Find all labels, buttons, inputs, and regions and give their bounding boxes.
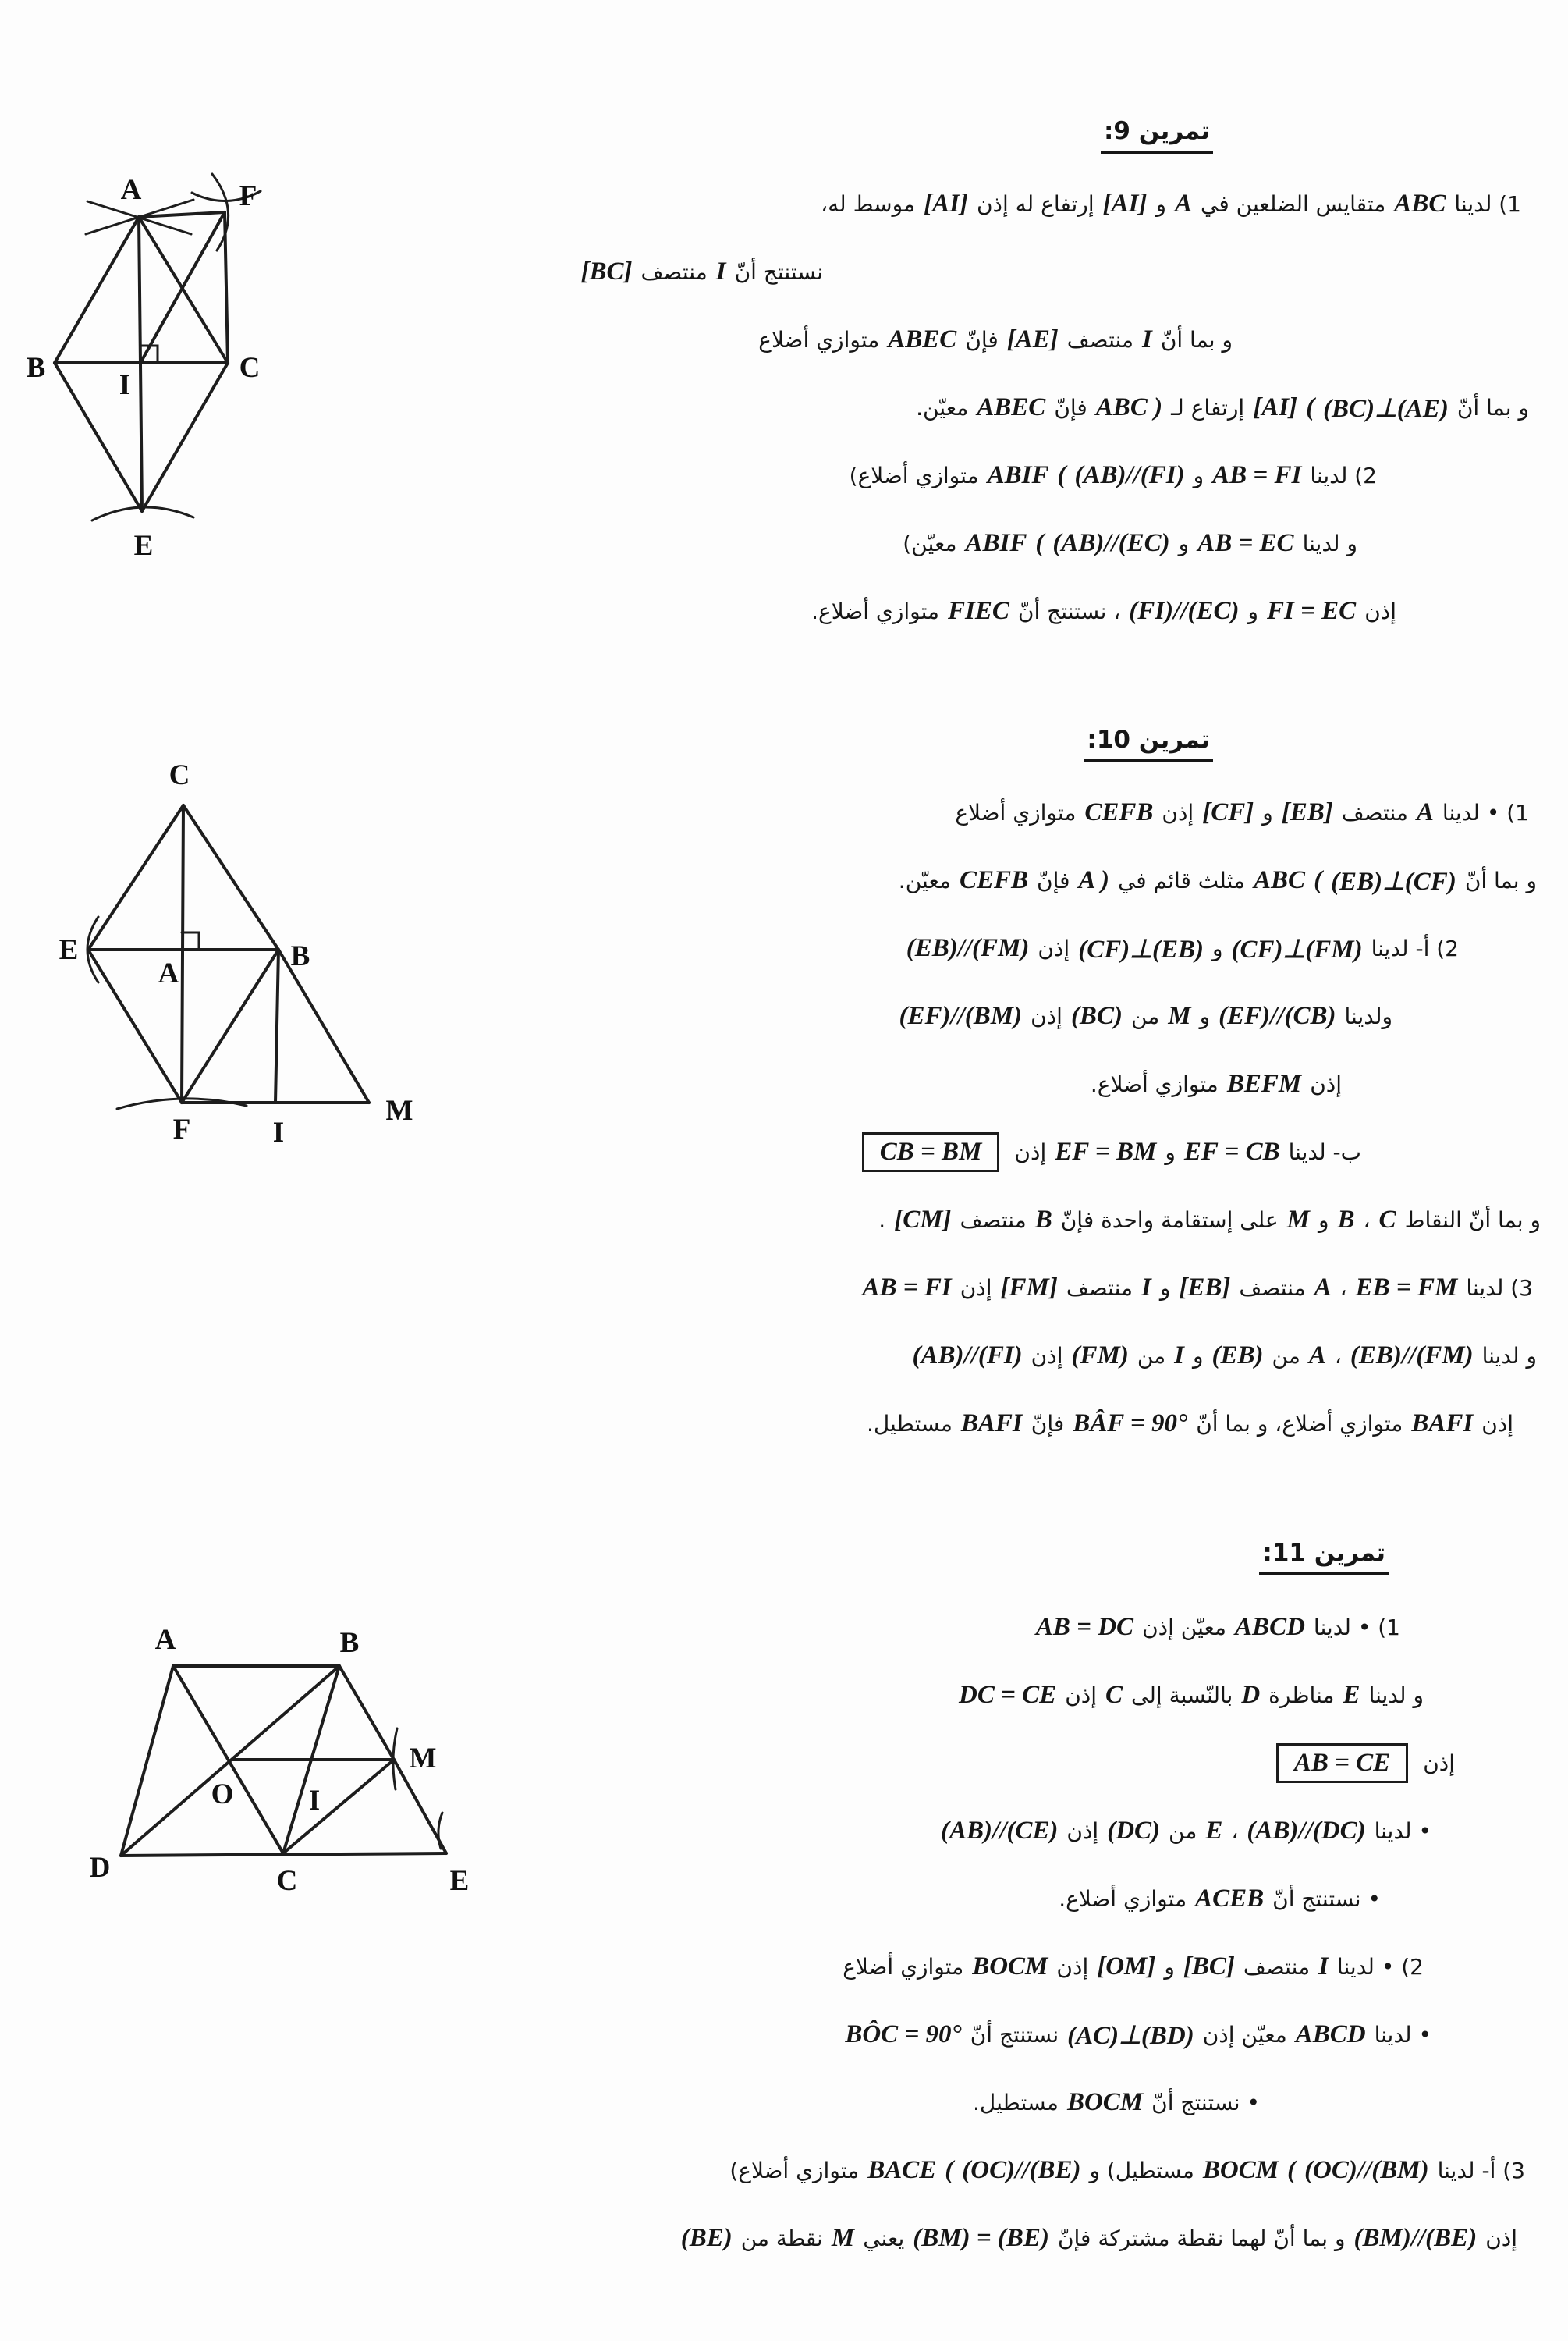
- math-expression: (: [1035, 529, 1045, 557]
- math-expression: BEFM: [1226, 1070, 1302, 1098]
- math-expression: (EB): [1211, 1341, 1264, 1369]
- arabic-text: متوازي أضلاع): [849, 463, 979, 488]
- math-expression: AB = FI: [862, 1274, 952, 1302]
- arabic-text: إذن: [1031, 1343, 1063, 1369]
- arabic-text: إذن: [960, 1275, 992, 1301]
- figure-9-construction-marks: [86, 174, 261, 520]
- math-expression: BOCM: [1066, 2088, 1144, 2116]
- arabic-text: و: [1318, 1207, 1329, 1233]
- math-expression: (BM) = (BE): [913, 2224, 1049, 2252]
- arabic-text: إذن: [1423, 1750, 1455, 1776]
- arabic-text: نستنتج أنّ: [970, 2022, 1059, 2048]
- math-expression: [CM]: [894, 1206, 952, 1234]
- figure-exercise-10: [53, 753, 416, 1155]
- arabic-text: 1) • لدينا: [1313, 1615, 1400, 1640]
- arabic-text: و: [1192, 1343, 1204, 1369]
- arabic-text: منتصف: [1066, 1275, 1133, 1301]
- arabic-text: • لدينا: [1374, 2022, 1431, 2048]
- arabic-text: إرتفاع لـ: [1171, 395, 1245, 421]
- math-expression: ACEB: [1195, 1885, 1265, 1913]
- arabic-text: إذن: [1056, 1954, 1089, 1980]
- arabic-text: و: [1155, 191, 1166, 217]
- math-expression: [BC]: [1183, 1952, 1235, 1980]
- math-expression: BAFI: [960, 1409, 1023, 1437]
- math-expression: [CF]: [1202, 798, 1254, 826]
- arabic-text: منتصف: [1066, 327, 1133, 353]
- arabic-text: و: [1199, 1004, 1211, 1029]
- arabic-text: إذن: [1038, 936, 1070, 961]
- math-expression: ABC: [1254, 866, 1306, 894]
- arabic-text: معيّن.: [898, 868, 951, 893]
- arabic-text: إذن: [1310, 1071, 1342, 1097]
- math-expression: (EF)//(BM): [899, 1002, 1023, 1030]
- arabic-text: معيّن إذن: [1202, 2022, 1287, 2048]
- arabic-text: من: [1130, 1004, 1160, 1029]
- figure-exercise-9: [14, 168, 289, 577]
- math-expression: AB = EC: [1197, 529, 1294, 557]
- arabic-text: منتصف: [1243, 1954, 1311, 1980]
- arabic-text: فإنّ: [965, 327, 999, 353]
- arabic-text: 2) أ- لدينا: [1371, 936, 1459, 961]
- text-line: [0, 2001, 1568, 2069]
- text-line: [0, 1186, 1568, 1254]
- arabic-text: إذن: [1364, 599, 1396, 624]
- arabic-text: إذن: [1014, 1139, 1047, 1165]
- arabic-text: متوازي أضلاع: [758, 327, 880, 353]
- arabic-text: 3) لدينا: [1466, 1275, 1533, 1301]
- math-expression: (AB)//(DC): [1247, 1817, 1366, 1845]
- math-expression: [AI]: [1253, 393, 1298, 421]
- arabic-text: و: [1165, 1139, 1176, 1165]
- exercise-9-title: تمرين 9:: [1101, 117, 1213, 154]
- point-label-C: C: [239, 352, 261, 384]
- math-expression: I: [1141, 325, 1152, 353]
- arabic-text: مستطيل.: [972, 2090, 1059, 2115]
- math-expression: (AB)//(FI): [912, 1341, 1023, 1369]
- math-expression: (BE): [680, 2224, 733, 2252]
- math-expression: [AE]: [1006, 325, 1059, 353]
- exercise-10-title: تمرين 10:: [1084, 726, 1213, 762]
- arabic-text: مثلث قائم في: [1117, 868, 1246, 893]
- text-line: [0, 577, 1568, 645]
- arabic-text: فإنّ: [1037, 868, 1070, 893]
- arabic-text: منتصف: [640, 259, 708, 285]
- arabic-text: ،: [1334, 1343, 1342, 1369]
- text-line: [0, 1933, 1568, 2001]
- arabic-text: متوازي أضلاع.: [1059, 1886, 1187, 1912]
- math-expression: BÂF = 90°: [1073, 1409, 1188, 1437]
- point-label-A: A: [154, 1624, 176, 1656]
- point-label-A: A: [120, 174, 142, 206]
- math-expression: (BC)⊥(AE): [1323, 394, 1449, 423]
- point-label-B: B: [339, 1627, 360, 1659]
- arabic-text: منتصف: [960, 1207, 1027, 1233]
- math-expression: BOCM: [1202, 2156, 1279, 2184]
- arabic-text: متوازي أضلاع: [843, 1954, 964, 1980]
- math-expression: FIEC: [948, 597, 1009, 625]
- arabic-text: مستطيل.: [866, 1411, 953, 1437]
- arabic-text: متوازي أضلاع.: [1090, 1071, 1219, 1097]
- arabic-text: ،: [1363, 1207, 1371, 1233]
- math-expression: (EF)//(CB): [1219, 1002, 1336, 1030]
- math-expression: (DC): [1107, 1817, 1161, 1845]
- math-expression: A: [1314, 1274, 1332, 1302]
- math-expression: (CF)⊥(FM): [1231, 935, 1363, 964]
- arabic-text: يعني: [863, 2226, 905, 2251]
- math-expression: A: [1416, 798, 1434, 826]
- arabic-text: إذن: [1481, 1411, 1513, 1437]
- math-expression: (BM)//(BE): [1353, 2224, 1478, 2252]
- math-expression: BAFI: [1411, 1409, 1474, 1437]
- exercise-11-title-row: [0, 1539, 1568, 1575]
- arabic-text: و: [1159, 1275, 1171, 1301]
- point-label-C: C: [276, 1865, 298, 1897]
- math-expression: (EB)⊥(CF): [1331, 867, 1456, 896]
- point-label-F: F: [172, 1114, 191, 1146]
- point-label-E: E: [449, 1865, 470, 1897]
- text-line: [0, 2137, 1568, 2204]
- math-expression: (OC)//(BE): [962, 2156, 1081, 2184]
- arabic-text: و بما أنّ: [1160, 327, 1233, 353]
- arabic-text: إذن: [1162, 800, 1194, 826]
- right-angle-mark: [182, 932, 199, 950]
- math-expression: B: [1034, 1206, 1052, 1234]
- boxed-math-expression: AB = CE: [1276, 1743, 1408, 1783]
- math-expression: (BC): [1070, 1002, 1123, 1030]
- arabic-text: و بما أنّ لهما نقطة مشتركة فإنّ: [1057, 2226, 1346, 2251]
- math-expression: (AB)//(FI): [1074, 461, 1185, 489]
- text-line: [0, 1322, 1568, 1390]
- math-expression: CEFB: [1084, 798, 1154, 826]
- arabic-text: منتصف: [1341, 800, 1408, 826]
- arabic-text: و: [1178, 531, 1190, 556]
- arabic-text: ، نستنتج أنّ: [1017, 599, 1121, 624]
- math-expression: I: [1318, 1952, 1329, 1980]
- arabic-text: و بما أنّ: [1456, 395, 1529, 421]
- math-expression: M: [1286, 1206, 1310, 1234]
- arabic-text: معيّن إذن: [1142, 1615, 1227, 1640]
- arabic-text: و لدينا: [1368, 1682, 1424, 1708]
- arabic-text: معيّن): [903, 531, 957, 556]
- math-expression: (: [1287, 2156, 1297, 2184]
- math-expression: AB = FI: [1212, 461, 1302, 489]
- math-expression: C: [1378, 1206, 1396, 1234]
- math-expression: (: [945, 2156, 954, 2184]
- arabic-text: ،: [1231, 1818, 1239, 1844]
- boxed-math-expression: CB = BM: [862, 1132, 1000, 1172]
- math-expression: A ): [1078, 866, 1109, 894]
- math-expression: (EB)//(FM): [1350, 1341, 1474, 1369]
- arabic-text: متوازي أضلاع: [955, 800, 1077, 826]
- math-expression: ABCD: [1295, 2020, 1366, 2048]
- arabic-text: نقطة من: [740, 2226, 823, 2251]
- math-expression: B: [1337, 1206, 1355, 1234]
- math-expression: I: [1174, 1341, 1184, 1369]
- figure-11-lines: [121, 1666, 446, 1856]
- exercise-11-title: تمرين 11:: [1259, 1539, 1389, 1575]
- math-expression: BACE: [867, 2156, 937, 2184]
- arabic-text: 2) لدينا: [1310, 463, 1377, 488]
- math-expression: (AB)//(EC): [1052, 529, 1170, 557]
- math-expression: BÔC = 90°: [845, 2020, 962, 2048]
- math-expression: BOCM: [972, 1952, 1048, 1980]
- arabic-text: متوازي أضلاع): [729, 2158, 860, 2183]
- exercise-9: [0, 117, 1568, 625]
- arabic-text: .: [878, 1207, 886, 1233]
- arabic-text: على إستقامة واحدة فإنّ: [1060, 1207, 1279, 1233]
- math-expression: (AC)⊥(BD): [1067, 2021, 1194, 2050]
- arabic-text: • نستنتج أنّ: [1272, 1886, 1381, 1912]
- math-expression: (EB)//(FM): [906, 934, 1030, 962]
- math-expression: AB = DC: [1035, 1613, 1134, 1641]
- math-expression: ABEC: [977, 393, 1046, 421]
- math-expression: ABEC: [888, 325, 957, 353]
- point-label-F: F: [239, 180, 257, 212]
- math-expression: (FI)//(EC): [1129, 597, 1240, 625]
- math-expression: DC = CE: [959, 1681, 1057, 1709]
- point-label-B: B: [26, 352, 46, 384]
- arabic-text: و بما أنّ: [1464, 868, 1537, 893]
- point-label-A: A: [158, 957, 179, 989]
- arabic-text: منتصف: [1239, 1275, 1306, 1301]
- math-expression: (CF)⊥(EB): [1078, 935, 1204, 964]
- math-expression: EB = FM: [1355, 1274, 1458, 1302]
- arabic-text: 1) • لدينا: [1442, 800, 1529, 826]
- math-expression: ABC ): [1095, 393, 1163, 421]
- arabic-text: إذن: [1065, 1682, 1097, 1708]
- text-line: [0, 1254, 1568, 1322]
- math-expression: I: [1141, 1274, 1151, 1302]
- point-label-I: I: [272, 1117, 285, 1149]
- arabic-text: معيّن.: [916, 395, 969, 421]
- math-expression: [AI]: [924, 190, 968, 218]
- math-expression: M: [831, 2224, 855, 2252]
- point-label-M: M: [385, 1095, 413, 1127]
- math-expression: [EB]: [1281, 798, 1333, 826]
- math-expression: [EB]: [1179, 1274, 1231, 1302]
- arabic-text: من: [1169, 1818, 1197, 1844]
- math-expression: [FM]: [1000, 1274, 1058, 1302]
- arabic-text: • نستنتج أنّ: [1151, 2090, 1260, 2115]
- arabic-text: إذن: [1485, 2226, 1517, 2251]
- math-expression: A: [1308, 1341, 1326, 1369]
- arabic-text: إذن: [1066, 1818, 1099, 1844]
- arabic-text: • لدينا: [1374, 1818, 1431, 1844]
- arabic-text: و: [1262, 800, 1273, 826]
- arabic-text: نستنتج أنّ: [734, 259, 823, 285]
- math-expression: (: [1057, 461, 1066, 489]
- math-expression: ABCD: [1235, 1613, 1305, 1641]
- point-label-C: C: [169, 759, 190, 791]
- arabic-text: فإنّ: [1054, 395, 1087, 421]
- arabic-text: متوازي أضلاع.: [811, 599, 940, 624]
- math-expression: (FM): [1071, 1341, 1129, 1369]
- arabic-text: ولدينا: [1344, 1004, 1392, 1029]
- text-line: [0, 2069, 1568, 2137]
- point-label-E: E: [133, 530, 154, 562]
- math-expression: FI = EC: [1267, 597, 1357, 625]
- arabic-text: مناظرة: [1268, 1682, 1335, 1708]
- arabic-text: من: [1137, 1343, 1166, 1369]
- arabic-text: متقايس الضلعين في: [1201, 191, 1386, 217]
- math-expression: (AB)//(CE): [941, 1817, 1059, 1845]
- arabic-text: و لدينا: [1481, 1343, 1537, 1369]
- figure-exercise-11: [74, 1611, 511, 1908]
- text-line: [0, 2204, 1568, 2272]
- math-expression: [BC]: [580, 258, 633, 286]
- arabic-text: ب- لدينا: [1288, 1139, 1361, 1165]
- math-expression: ABC: [1394, 190, 1446, 218]
- point-label-M: M: [409, 1742, 437, 1774]
- point-label-O: O: [211, 1778, 234, 1810]
- math-expression: [OM]: [1097, 1952, 1156, 1980]
- math-expression: C: [1105, 1681, 1123, 1709]
- arabic-text: من: [1272, 1343, 1300, 1369]
- arabic-text: 3) أ- لدينا: [1437, 2158, 1525, 2183]
- math-expression: CEFB: [959, 866, 1029, 894]
- figure-9-lines: [55, 212, 228, 511]
- point-label-D: D: [89, 1852, 111, 1884]
- arabic-text: 2) • لدينا: [1336, 1954, 1424, 1980]
- arabic-text: مستطيل) و: [1089, 2158, 1194, 2183]
- point-label-E: E: [59, 934, 79, 966]
- arabic-text: و بما أنّ النقاط: [1404, 1207, 1541, 1233]
- arabic-text: موسط له،: [821, 191, 916, 217]
- arabic-text: فإنّ: [1031, 1411, 1065, 1437]
- math-expression: E: [1343, 1681, 1360, 1709]
- exercise-9-title-row: [0, 117, 1568, 154]
- math-expression: E: [1205, 1817, 1223, 1845]
- arabic-text: و: [1193, 463, 1204, 488]
- math-expression: D: [1241, 1681, 1261, 1709]
- text-line: [0, 1390, 1568, 1458]
- arabic-text: 1) لدينا: [1454, 191, 1521, 217]
- math-expression: M: [1168, 1002, 1191, 1030]
- math-expression: (: [1314, 866, 1323, 894]
- math-expression: (: [1306, 393, 1315, 421]
- math-expression: ABIF: [965, 529, 1027, 557]
- math-expression: [AI]: [1102, 190, 1148, 218]
- point-label-I: I: [119, 369, 131, 401]
- math-expression: (OC)//(BM): [1304, 2156, 1429, 2184]
- arabic-text: بالنّسبة إلى: [1131, 1682, 1233, 1708]
- math-expression: I: [715, 258, 726, 286]
- math-expression: EF = CB: [1183, 1138, 1280, 1166]
- math-expression: A: [1174, 190, 1192, 218]
- math-expression: EF = BM: [1055, 1138, 1157, 1166]
- arabic-text: إرتفاع له إذن: [976, 191, 1094, 217]
- point-label-I: I: [308, 1785, 321, 1817]
- arabic-text: إذن: [1031, 1004, 1062, 1029]
- math-expression: ABIF: [987, 461, 1049, 489]
- arabic-text: و: [1247, 599, 1258, 624]
- arabic-text: و: [1164, 1954, 1175, 1980]
- arabic-text: و: [1211, 936, 1223, 961]
- arabic-text: و لدينا: [1302, 531, 1357, 556]
- point-label-B: B: [290, 940, 310, 972]
- arabic-text: متوازي أضلاع، و بما أنّ: [1196, 1411, 1403, 1437]
- arabic-text: ،: [1339, 1275, 1347, 1301]
- figure-10-lines: [88, 805, 369, 1103]
- exercise-11: [0, 1539, 1568, 2252]
